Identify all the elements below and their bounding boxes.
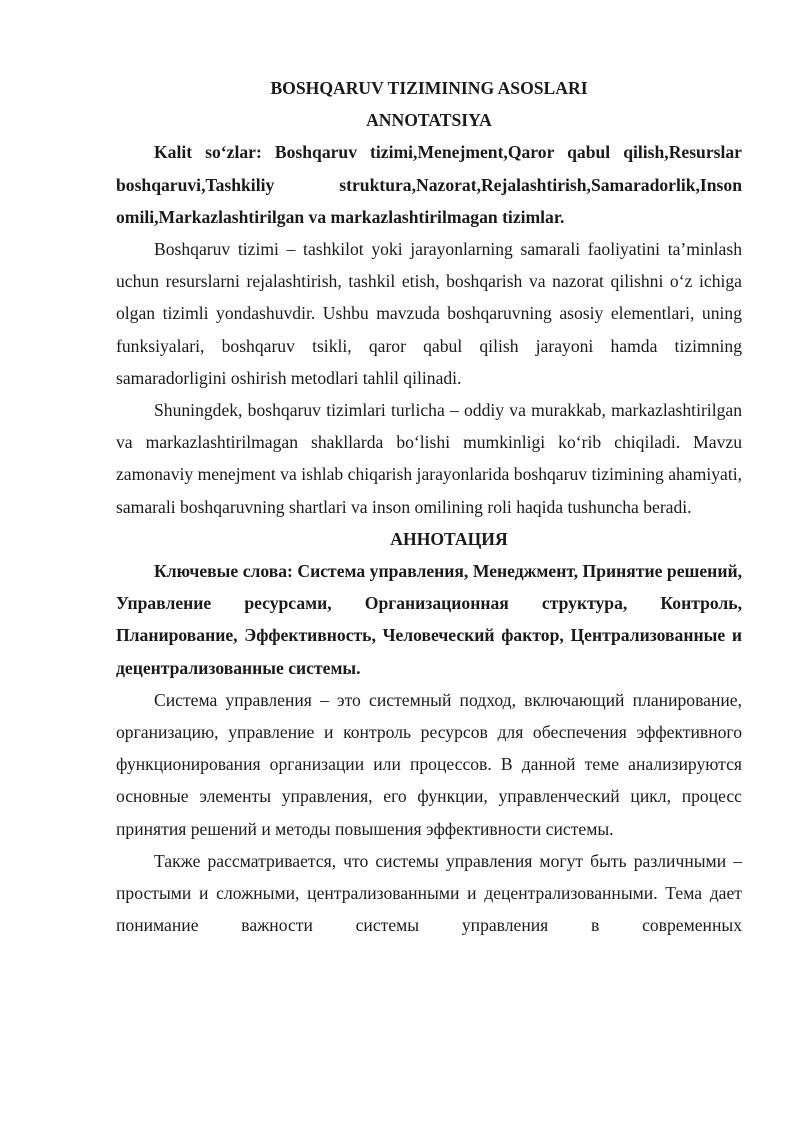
keywords-ru: Ключевые слова: Система управления, Менеджмент, Принятие решений, Управление ресурсами, Организационная структура, Контроль, Планирование, Эффективность, Человеческий фактор, Централизованные и децентрализованные системы. <box>116 561 742 678</box>
paragraph-uz-2: Shuningdek, boshqaruv tizimlari turlicha – oddiy va murakkab, markazlashtirilgan va markazlashtirilmagan shakllarda bo‘lishi mumkinligi ko‘rib chiqiladi. Mavzu zamonaviy menejment va ishlab chiqarish jarayonlarida boshqaruv tizimining ahamiyati, samarali boshqaruvning shartlari va inson omilining roli haqida tushuncha beradi. <box>116 400 742 517</box>
paragraph-ru-1: Система управления – это системный подход, включающий планирование, организацию, управление и контроль ресурсов для обеспечения эффективного функционирования организации или процессов. В данной теме анализируются основные элементы управления, его функции, управленческий цикл, процесс принятия решений и методы повышения эффективности системы. <box>116 689 742 839</box>
paragraph-ru-2: Также рассматривается, что системы управления могут быть различными – простыми и сложными, централизованными и децентрализованными. Тема дает понимание важности системы управления в современных <box>116 850 742 936</box>
document-title: BOSHQARUV TIZIMINING ASOSLARI <box>270 78 588 98</box>
annotation-heading-uz: ANNOTATSIYA <box>366 110 492 131</box>
paragraph-uz-1: Boshqaruv tizimi – tashkilot yoki jarayonlarning samarali faoliyatini ta’minlash uchun resurslarni rejalashtirish, tashkil etish, boshqarish va nazorat qilishni o‘z ichiga olgan tizimli yondashuvdir. Ushbu mavzuda boshqaruvning asosiy elementlari, uning funksiyalari, boshqaruv tsikli, qaror qabul qilish jarayoni hamda tizimning samaradorligini oshirish metodlari tahlil qilinadi. <box>116 239 742 388</box>
keywords-uz: Kalit so‘zlar: Boshqaruv tizimi,Menejment,Qaror qabul qilish,Resurslar boshqaruvi,Tashkiliy struktura,Nazorat,Rejalashtirish,Samaradorlik,Inson omili,Markazlashtirilgan va markazlashtirilmagan tizimlar. <box>116 142 742 227</box>
annotation-heading-ru: АННОТАЦИЯ <box>390 528 508 549</box>
